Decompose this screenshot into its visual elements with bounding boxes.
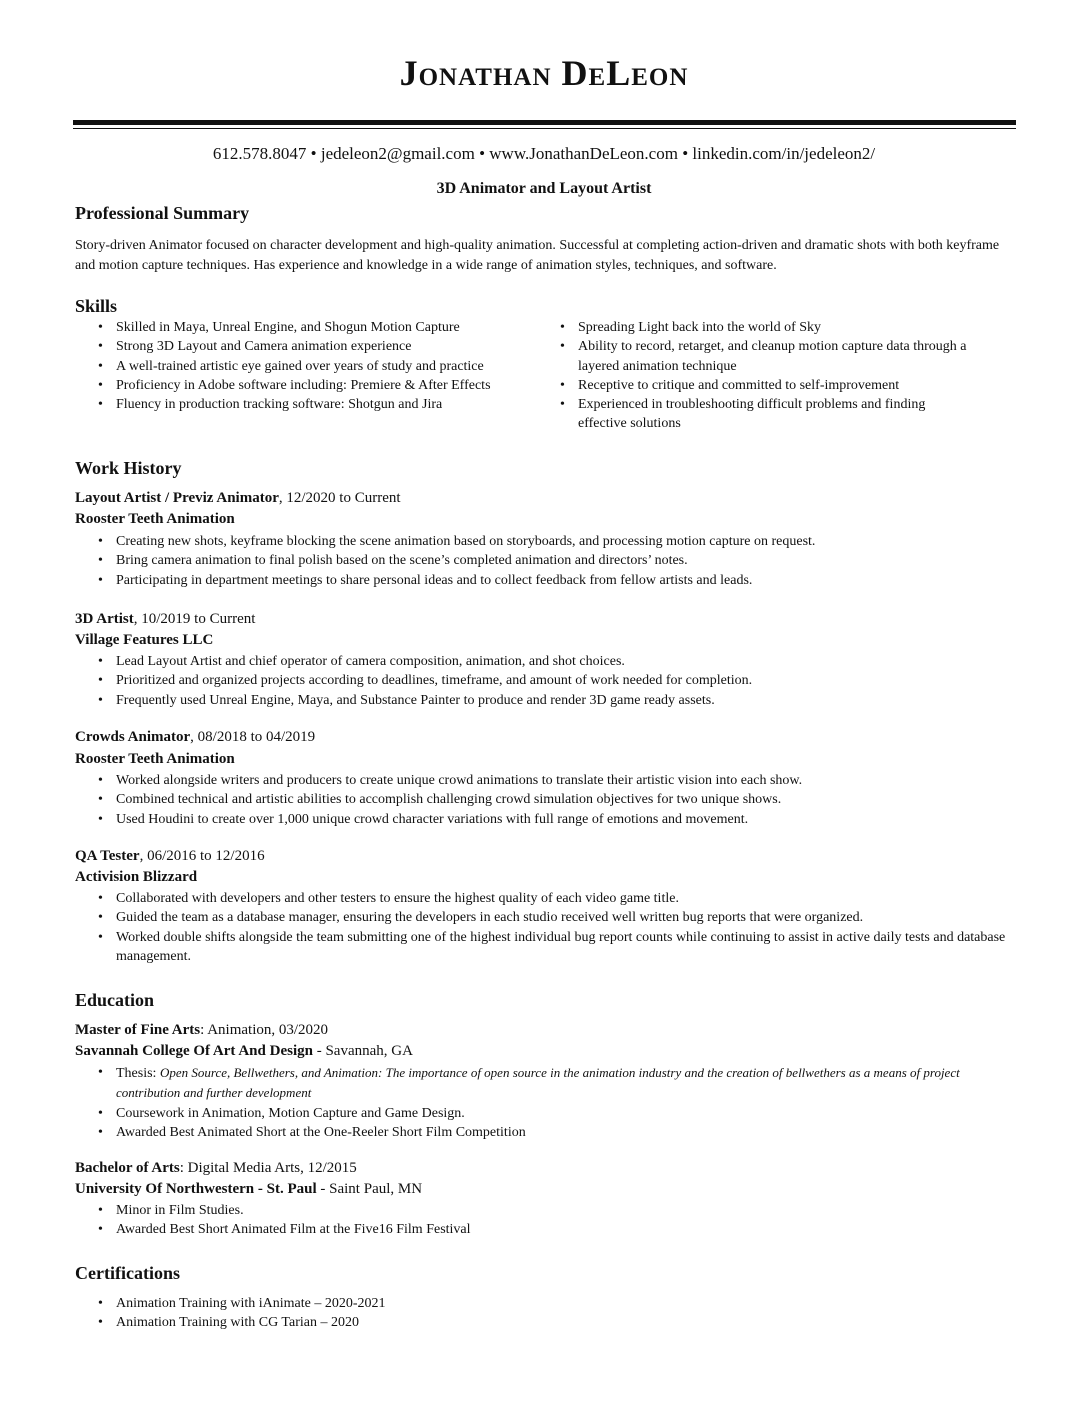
job-bullets xyxy=(75,532,1020,590)
school-name: University Of Northwestern - St. Paul xyxy=(75,1181,317,1197)
job-role: 3D Artist xyxy=(75,611,134,627)
list-item: • Collaborated with developers and other testers to ensure the highest quality of each video game title. xyxy=(75,889,1020,908)
job-bullets xyxy=(75,652,1020,710)
list-item: • Awarded Best Short Animated Film at the Five16 Film Festival xyxy=(75,1220,1020,1239)
school-name: Savannah College Of Art And Design xyxy=(75,1043,313,1059)
list-item: • Guided the team as a database manager, ensuring the developers in each studio received well written bug reports that were organized. xyxy=(75,908,1020,927)
list-item: • Used Houdini to create over 1,000 unique crowd character variations with full range of emotions and movement. xyxy=(75,810,1020,829)
section-title-certifications: Certifications xyxy=(75,1263,180,1283)
job-title-line xyxy=(75,848,265,865)
list-item: • Animation Training with iAnimate – 2020-2021 xyxy=(75,1294,1020,1313)
list-item: • Animation Training with CG Tarian – 2020 xyxy=(75,1313,1020,1332)
school-line xyxy=(75,1181,422,1198)
section-title-work: Work History xyxy=(75,458,182,478)
list-item: • Coursework in Animation, Motion Capture and Game Design. xyxy=(75,1104,1020,1123)
job-role: Layout Artist / Previz Animator xyxy=(75,490,279,506)
list-item: • Receptive to critique and committed to self-improvement xyxy=(537,376,977,395)
job-company: Rooster Teeth Animation xyxy=(75,511,235,527)
list-item: • Combined technical and artistic abilities to accomplish challenging crowd simulation objectives for two unique shows. xyxy=(75,790,1020,809)
degree-field: : Digital Media Arts, 12/2015 xyxy=(179,1160,357,1176)
job-bullets xyxy=(75,889,1020,966)
section-title-education: Education xyxy=(75,990,155,1010)
school-line xyxy=(75,1043,413,1060)
list-item: • Prioritized and organized projects according to deadlines, timeframe, and amount of work needed for completion. xyxy=(75,671,1020,690)
list-item: • Creating new shots, keyframe blocking the scene animation based on storyboards, and processing motion capture on request. xyxy=(75,532,1020,551)
candidate-name: Jonathan DeLeon xyxy=(399,53,689,93)
job-role: QA Tester xyxy=(75,848,140,864)
job-dates: , 08/2018 to 04/2019 xyxy=(190,729,316,745)
list-item: • Participating in department meetings to share personal ideas and to collect feedback from fellow artists and leads. xyxy=(75,571,1020,590)
list-item: • A well-trained artistic eye gained over years of study and practice xyxy=(75,357,545,376)
list-item: • Strong 3D Layout and Camera animation experience xyxy=(75,337,545,356)
list-item: • Skilled in Maya, Unreal Engine, and Shogun Motion Capture xyxy=(75,318,545,337)
job-company: Activision Blizzard xyxy=(75,869,198,885)
school-location: - Saint Paul, MN xyxy=(316,1181,423,1197)
list-item: • Spreading Light back into the world of Sky xyxy=(537,318,977,337)
list-item: • Ability to record, retarget, and cleanup motion capture data through a layered animation technique xyxy=(537,337,977,376)
thesis-label: Thesis: xyxy=(116,1066,160,1081)
list-item: • Fluency in production tracking software: Shotgun and Jira xyxy=(75,395,545,414)
list-item: • Proficiency in Adobe software including: Premiere & After Effects xyxy=(75,376,545,395)
job-headline: 3D Animator and Layout Artist xyxy=(436,180,652,197)
school-location: - Savannah, GA xyxy=(312,1043,413,1059)
thesis-text: Open Source, Bellwethers, and Animation: The importance of open source in the animation industry and the creation of bellwethers as a means of project contribution and further development xyxy=(116,1065,960,1101)
job-dates: , 12/2020 to Current xyxy=(278,490,401,506)
list-item: • Worked double shifts alongside the team submitting one of the highest individual bug report counts while continuing to assist in active daily tests and database management. xyxy=(75,928,1020,967)
header-rule-thin xyxy=(73,128,1016,129)
certifications-list xyxy=(75,1294,1020,1333)
list-item: • Lead Layout Artist and chief operator of camera composition, animation, and shot choices. xyxy=(75,652,1020,671)
degree-line xyxy=(75,1022,328,1039)
job-title-line xyxy=(75,729,315,746)
list-item xyxy=(75,1063,1020,1104)
job-title-line xyxy=(75,611,255,628)
skills-list-right xyxy=(537,318,977,434)
contact-line: 612.578.8047 • jedeleon2@gmail.com • www.JonathanDeLeon.com • linkedin.com/in/jedeleon2/ xyxy=(212,144,876,163)
job-bullets xyxy=(75,771,1020,829)
job-company: Village Features LLC xyxy=(75,632,214,648)
header-rule-thick xyxy=(73,120,1016,125)
job-title-line xyxy=(75,490,401,507)
degree-field: : Animation, 03/2020 xyxy=(200,1022,329,1038)
list-item: • Frequently used Unreal Engine, Maya, and Substance Painter to produce and render 3D game ready assets. xyxy=(75,691,1020,710)
list-item: • Awarded Best Animated Short at the One-Reeler Short Film Competition xyxy=(75,1123,1020,1142)
section-title-skills: Skills xyxy=(75,296,118,316)
job-role: Crowds Animator xyxy=(75,729,191,745)
list-item: • Experienced in troubleshooting difficult problems and finding effective solutions xyxy=(537,395,977,434)
summary-text: Story-driven Animator focused on character development and high-quality animation. Successful at completing action-driven and dramatic shots with both keyframe and motion capture techniques. Has experience and knowledge in a wide range of animation styles, techniques, and software. xyxy=(75,238,1000,273)
job-dates: , 10/2019 to Current xyxy=(133,611,256,627)
degree-name: Bachelor of Arts xyxy=(75,1160,180,1176)
degree-bullets xyxy=(75,1063,1020,1142)
degree-line xyxy=(75,1160,357,1177)
list-item: • Worked alongside writers and producers to create unique crowd animations to translate their artistic vision into each show. xyxy=(75,771,1020,790)
skills-list-left xyxy=(75,318,545,414)
degree-bullets xyxy=(75,1201,1020,1240)
job-company: Rooster Teeth Animation xyxy=(75,751,235,767)
list-item: • Minor in Film Studies. xyxy=(75,1201,1020,1220)
list-item: • Bring camera animation to final polish based on the scene’s completed animation and directors’ notes. xyxy=(75,551,1020,570)
section-title-summary: Professional Summary xyxy=(75,203,250,223)
job-dates: , 06/2016 to 12/2016 xyxy=(139,848,265,864)
degree-name: Master of Fine Arts xyxy=(75,1022,201,1038)
